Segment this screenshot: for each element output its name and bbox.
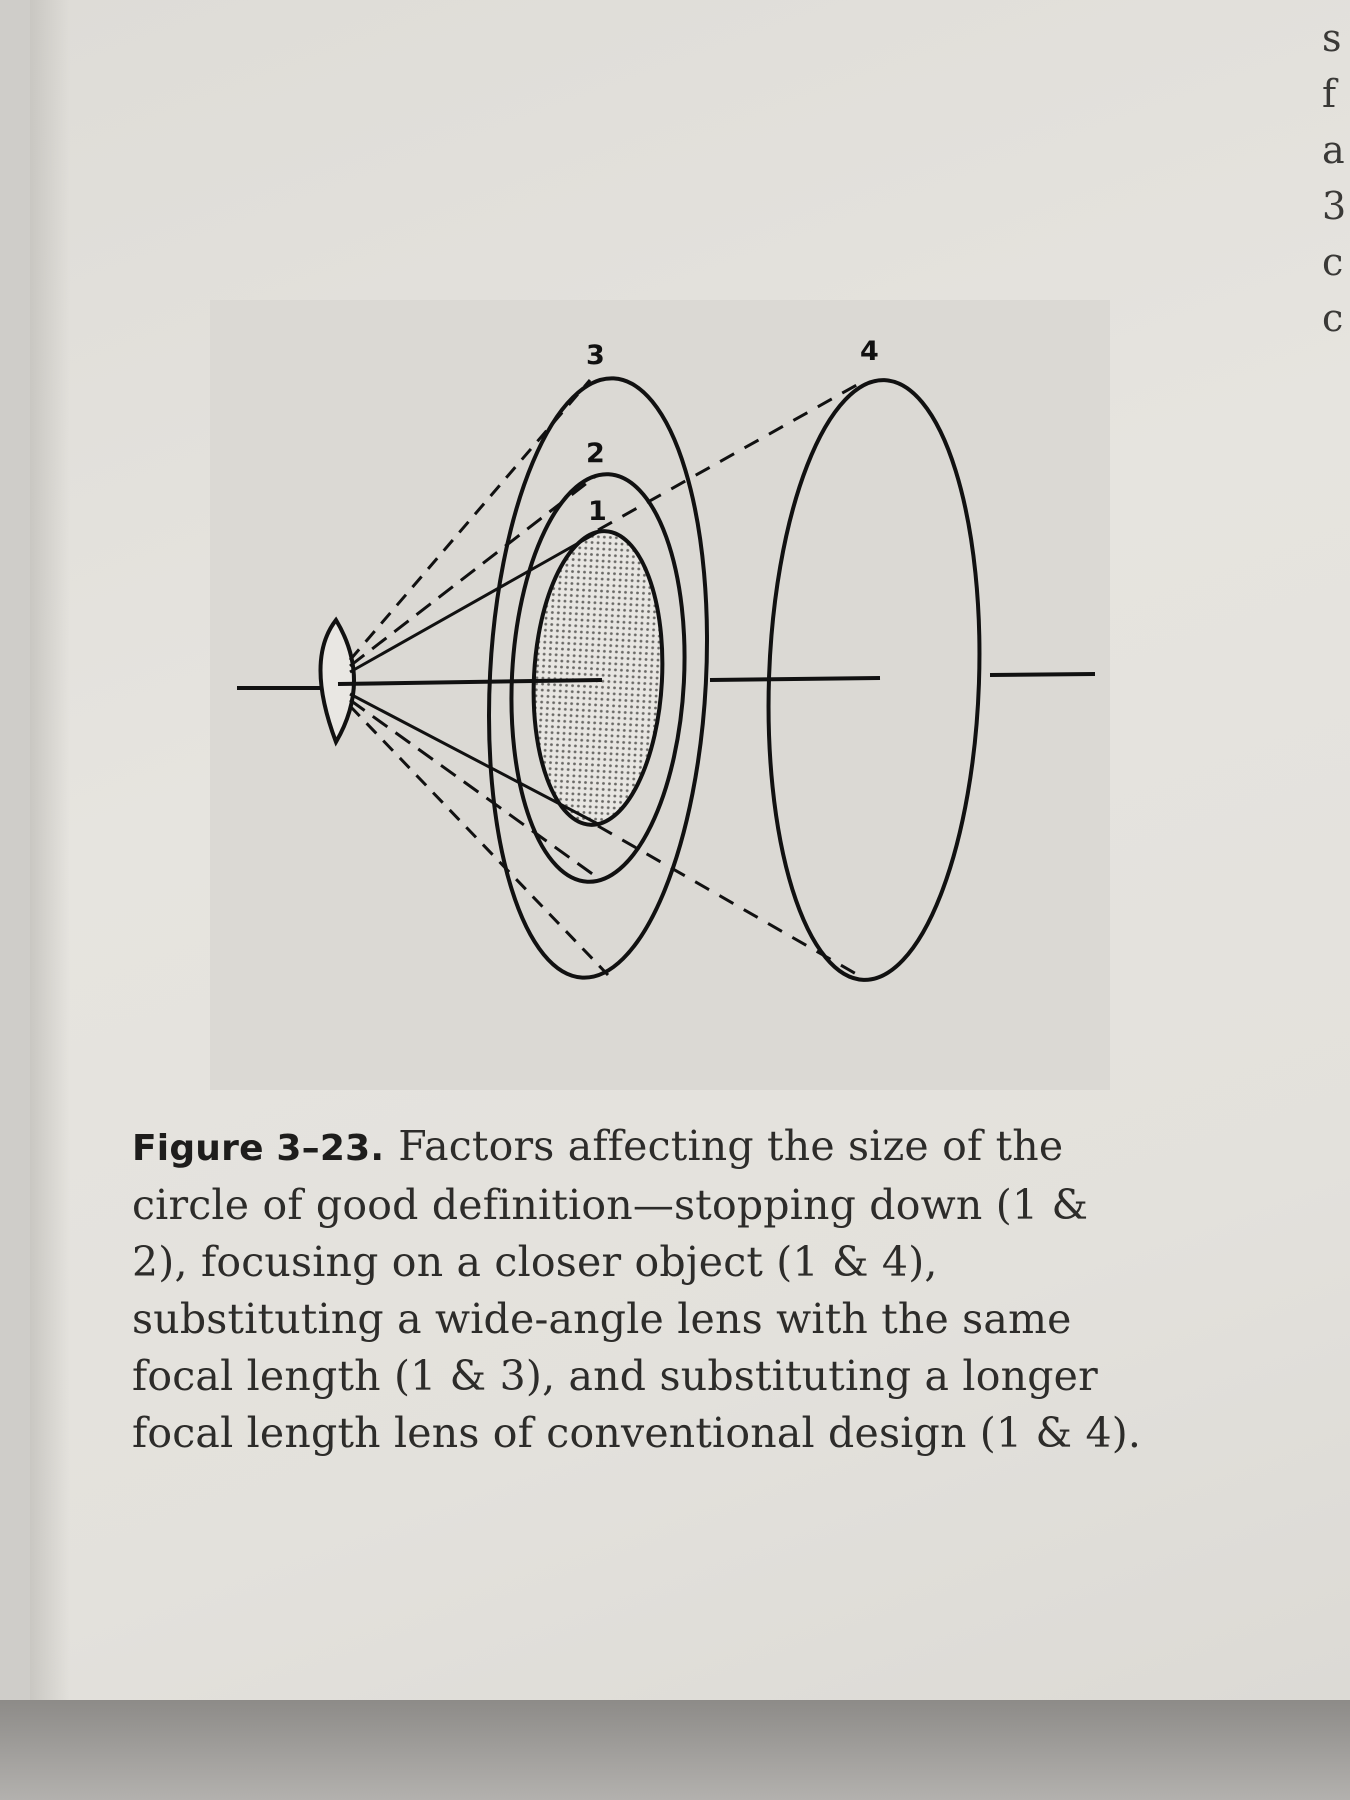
adjacent-page-edge-text xyxy=(1322,10,1350,346)
label-3: 3 xyxy=(586,340,605,371)
caption-line: Factors affecting the size of the xyxy=(398,1122,1064,1170)
caption-line: substituting a wide-angle lens with the same xyxy=(132,1295,1072,1343)
lens-shape xyxy=(321,620,355,742)
label-2: 2 xyxy=(586,438,605,469)
caption-line: 2), focusing on a closer object (1 & 4), xyxy=(132,1238,938,1286)
edge-glyph: c xyxy=(1322,240,1344,284)
optical-axis-segment xyxy=(710,678,880,680)
edge-glyph: f xyxy=(1322,72,1337,116)
figure-caption xyxy=(132,1118,1282,1462)
edge-glyph: a xyxy=(1322,128,1345,172)
figure-caption-label: Figure 3–23. xyxy=(132,1128,385,1169)
optical-axis-right xyxy=(990,674,1095,675)
edge-glyph: s xyxy=(1322,16,1342,60)
ray-4-upper xyxy=(598,382,862,530)
edge-glyph: c xyxy=(1322,296,1344,340)
caption-line: circle of good definition—stopping down (1 & xyxy=(132,1181,1089,1229)
edge-glyph: 3 xyxy=(1322,184,1347,228)
caption-line: focal length (1 & 3), and substituting a longer xyxy=(132,1352,1098,1400)
label-1: 1 xyxy=(588,496,607,527)
label-4: 4 xyxy=(860,336,879,367)
caption-line: focal length lens of conventional design (1 & 4). xyxy=(132,1409,1142,1457)
circle-1-ellipse xyxy=(526,528,669,828)
